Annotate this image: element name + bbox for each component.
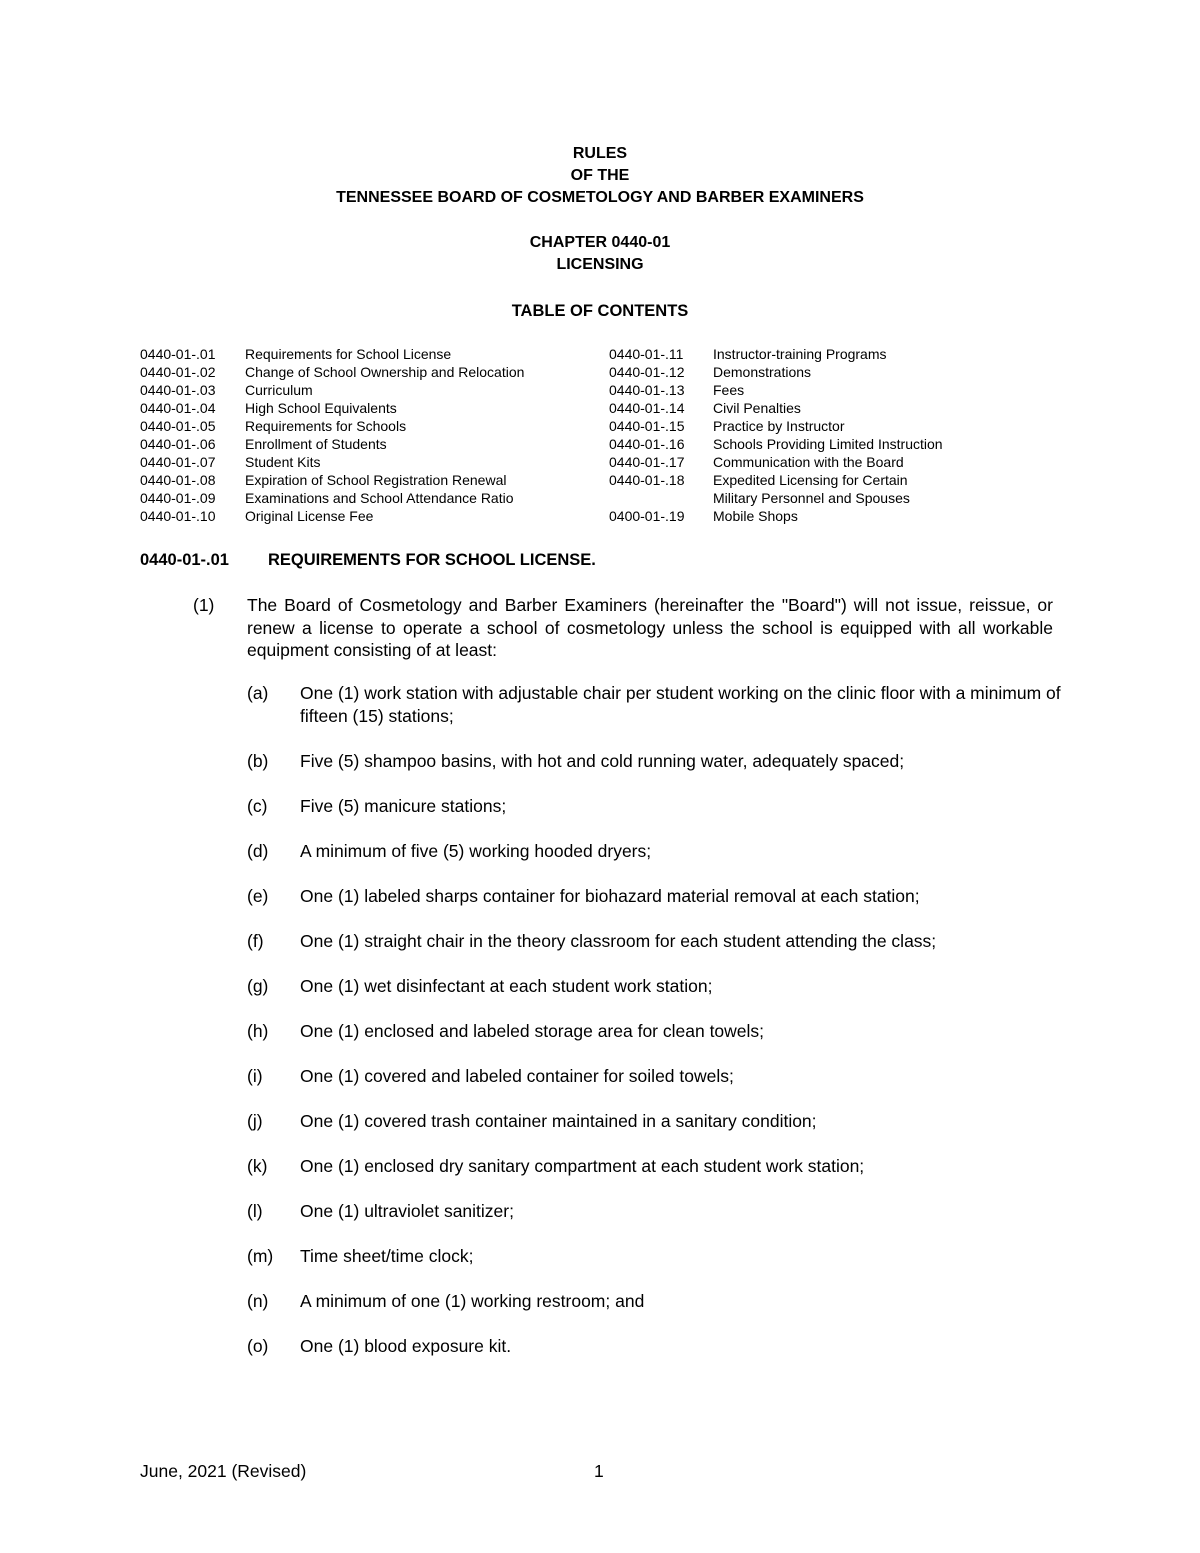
toc-entry xyxy=(140,489,600,507)
toc-entry-title: Expiration of School Registration Renewal xyxy=(245,472,507,488)
toc-entry xyxy=(140,507,600,525)
list-item-marker: (a) xyxy=(247,683,269,703)
toc-entry xyxy=(140,399,600,417)
title-line-1: RULES xyxy=(572,145,628,162)
toc-entry-title: Fees xyxy=(713,382,745,398)
list-item xyxy=(247,682,1077,727)
list-item xyxy=(247,1200,1077,1223)
list-item-marker: (n) xyxy=(247,1290,269,1311)
list-item-text: One (1) covered and labeled container for soiled towels; xyxy=(300,1065,734,1086)
title-line-3: TENNESSEE BOARD OF COSMETOLOGY AND BARBER EXAMINERS xyxy=(336,189,864,206)
list-item xyxy=(247,975,1077,998)
toc-entry-number xyxy=(609,489,713,507)
toc-entry-number: 0440-01-.08 xyxy=(140,472,216,488)
list-item xyxy=(247,1155,1077,1178)
toc-entry-title: Demonstrations xyxy=(713,364,812,380)
toc-entry-title: Schools Providing Limited Instruction xyxy=(713,436,943,452)
toc-entry-title: Curriculum xyxy=(245,382,313,398)
list-item-marker: (e) xyxy=(247,885,269,906)
list-item-marker: (b) xyxy=(247,750,269,771)
toc-entry-number: 0440-01-.14 xyxy=(609,400,685,416)
toc-entry xyxy=(609,507,1029,525)
toc-entry xyxy=(609,489,1029,507)
chapter-number: CHAPTER 0440-01 xyxy=(529,234,671,251)
toc-entry-title: Requirements for School License xyxy=(245,346,452,362)
toc-entry xyxy=(140,417,600,435)
toc-entry xyxy=(609,381,1029,399)
paragraph-text: The Board of Cosmetology and Barber Examiners (hereinafter the "Board") will not issue, reissue, or renew a license to operate a school of cosmetology unless the school is equipped with all workable equipment consisting of at least: xyxy=(247,595,1053,660)
toc-entry-number: 0440-01-.07 xyxy=(140,454,216,470)
toc-right-column xyxy=(609,345,1029,525)
toc-entry-title: Original License Fee xyxy=(245,508,374,524)
toc-entry xyxy=(609,435,1029,453)
toc-entry-number: 0440-01-.13 xyxy=(609,382,685,398)
list-item xyxy=(247,1020,1077,1043)
list-item-marker: (c) xyxy=(247,795,268,816)
toc-entry xyxy=(140,471,600,489)
list-item-text: A minimum of five (5) working hooded dryers; xyxy=(300,840,652,861)
toc-entry xyxy=(140,435,600,453)
toc-entry-title: Communication with the Board xyxy=(713,454,904,470)
toc-entry-number: 0440-01-.04 xyxy=(140,400,216,416)
toc-entry-number: 0440-01-.05 xyxy=(140,418,216,434)
list-item-text: Time sheet/time clock; xyxy=(300,1245,474,1266)
rules-title xyxy=(0,143,1200,209)
list-item-marker: (l) xyxy=(247,1200,263,1221)
list-item xyxy=(247,885,1077,908)
toc-entry xyxy=(140,363,600,381)
toc-entry xyxy=(609,453,1029,471)
list-item-text: One (1) wet disinfectant at each student work station; xyxy=(300,975,713,996)
list-item-text: One (1) covered trash container maintained in a sanitary condition; xyxy=(300,1110,817,1131)
list-item xyxy=(247,1110,1077,1133)
list-item xyxy=(247,1335,1077,1358)
list-item-marker: (d) xyxy=(247,840,269,861)
list-item xyxy=(247,1290,1077,1313)
toc-entry-number: 0440-01-.01 xyxy=(140,346,216,362)
toc-entry-title: Requirements for Schools xyxy=(245,418,407,434)
list-item-marker: (g) xyxy=(247,975,269,996)
list-item-marker: (f) xyxy=(247,930,264,951)
toc-entry-title: Examinations and School Attendance Ratio xyxy=(245,490,514,506)
toc-entry-number: 0440-01-.02 xyxy=(140,364,216,380)
toc-entry-title: Military Personnel and Spouses xyxy=(713,490,910,506)
toc-entry-title: Mobile Shops xyxy=(713,508,798,524)
toc-entry-number: 0400-01-.19 xyxy=(609,508,685,524)
toc-heading: TABLE OF CONTENTS xyxy=(511,302,689,320)
toc-entry-title: Enrollment of Students xyxy=(245,436,387,452)
toc-entry xyxy=(609,345,1029,363)
list-item-text: One (1) straight chair in the theory classroom for each student attending the class; xyxy=(300,930,937,951)
toc-entry-title: Civil Penalties xyxy=(713,400,801,416)
list-item-text: One (1) work station with adjustable chair per student working on the clinic floor with a minimum of fifteen (15) stations; xyxy=(300,683,1061,726)
list-item xyxy=(247,750,1077,773)
list-item-text: One (1) enclosed dry sanitary compartment at each student work station; xyxy=(300,1155,865,1176)
section-heading xyxy=(140,549,596,571)
list-item xyxy=(247,1245,1077,1268)
equipment-list xyxy=(247,682,1077,1380)
toc-entry-title: Practice by Instructor xyxy=(713,418,845,434)
toc-entry-title: Change of School Ownership and Relocation xyxy=(245,364,525,380)
toc-entry-title: Instructor-training Programs xyxy=(713,346,887,362)
toc-entry xyxy=(609,363,1029,381)
toc-entry xyxy=(609,399,1029,417)
chapter-name: LICENSING xyxy=(556,256,644,273)
list-item-text: Five (5) shampoo basins, with hot and cold running water, adequately spaced; xyxy=(300,750,905,771)
toc-entry-number: 0440-01-.17 xyxy=(609,454,685,470)
toc-entry-number: 0440-01-.16 xyxy=(609,436,685,452)
toc-entry xyxy=(609,471,1029,489)
list-item-text: One (1) ultraviolet sanitizer; xyxy=(300,1200,514,1221)
list-item-marker: (m) xyxy=(247,1245,274,1266)
list-item xyxy=(247,930,1077,953)
toc-entry-number: 0440-01-.18 xyxy=(609,472,685,488)
list-item-text: One (1) labeled sharps container for biohazard material removal at each station; xyxy=(300,885,920,906)
footer-date: June, 2021 (Revised) xyxy=(140,1461,307,1481)
list-item-marker: (o) xyxy=(247,1335,269,1356)
list-item-marker: (j) xyxy=(247,1110,263,1131)
list-item-marker: (i) xyxy=(247,1065,263,1086)
toc-entry-number: 0440-01-.06 xyxy=(140,436,216,452)
toc-left-column xyxy=(140,345,600,525)
toc-entry-number: 0440-01-.15 xyxy=(609,418,685,434)
toc-entry-title: Expedited Licensing for Certain xyxy=(713,472,908,488)
paragraph-marker: (1) xyxy=(193,595,215,615)
list-item-text: A minimum of one (1) working restroom; and xyxy=(300,1290,645,1311)
toc-entry-number: 0440-01-.12 xyxy=(609,364,685,380)
title-line-2: OF THE xyxy=(570,167,630,184)
toc-entry-number: 0440-01-.11 xyxy=(609,346,684,362)
section-number: 0440-01-.01 xyxy=(140,551,229,569)
list-item-marker: (k) xyxy=(247,1155,268,1176)
list-item xyxy=(247,840,1077,863)
list-item-text: One (1) blood exposure kit. xyxy=(300,1335,512,1356)
toc-entry xyxy=(609,417,1029,435)
list-item xyxy=(247,795,1077,818)
toc-entry-number: 0440-01-.09 xyxy=(140,490,216,506)
list-item xyxy=(247,1065,1077,1088)
list-item-text: Five (5) manicure stations; xyxy=(300,795,507,816)
toc-entry xyxy=(140,453,600,471)
section-title: REQUIREMENTS FOR SCHOOL LICENSE. xyxy=(268,551,596,569)
list-item-marker: (h) xyxy=(247,1020,269,1041)
list-item-text: One (1) enclosed and labeled storage area for clean towels; xyxy=(300,1020,765,1041)
toc-entry-title: Student Kits xyxy=(245,454,321,470)
toc-entry-number: 0440-01-.03 xyxy=(140,382,216,398)
toc-entry-title: High School Equivalents xyxy=(245,400,397,416)
toc-entry-number: 0440-01-.10 xyxy=(140,508,216,524)
chapter-title xyxy=(0,232,1200,276)
toc-entry xyxy=(140,345,600,363)
page-number: 1 xyxy=(594,1461,604,1481)
toc-entry xyxy=(140,381,600,399)
